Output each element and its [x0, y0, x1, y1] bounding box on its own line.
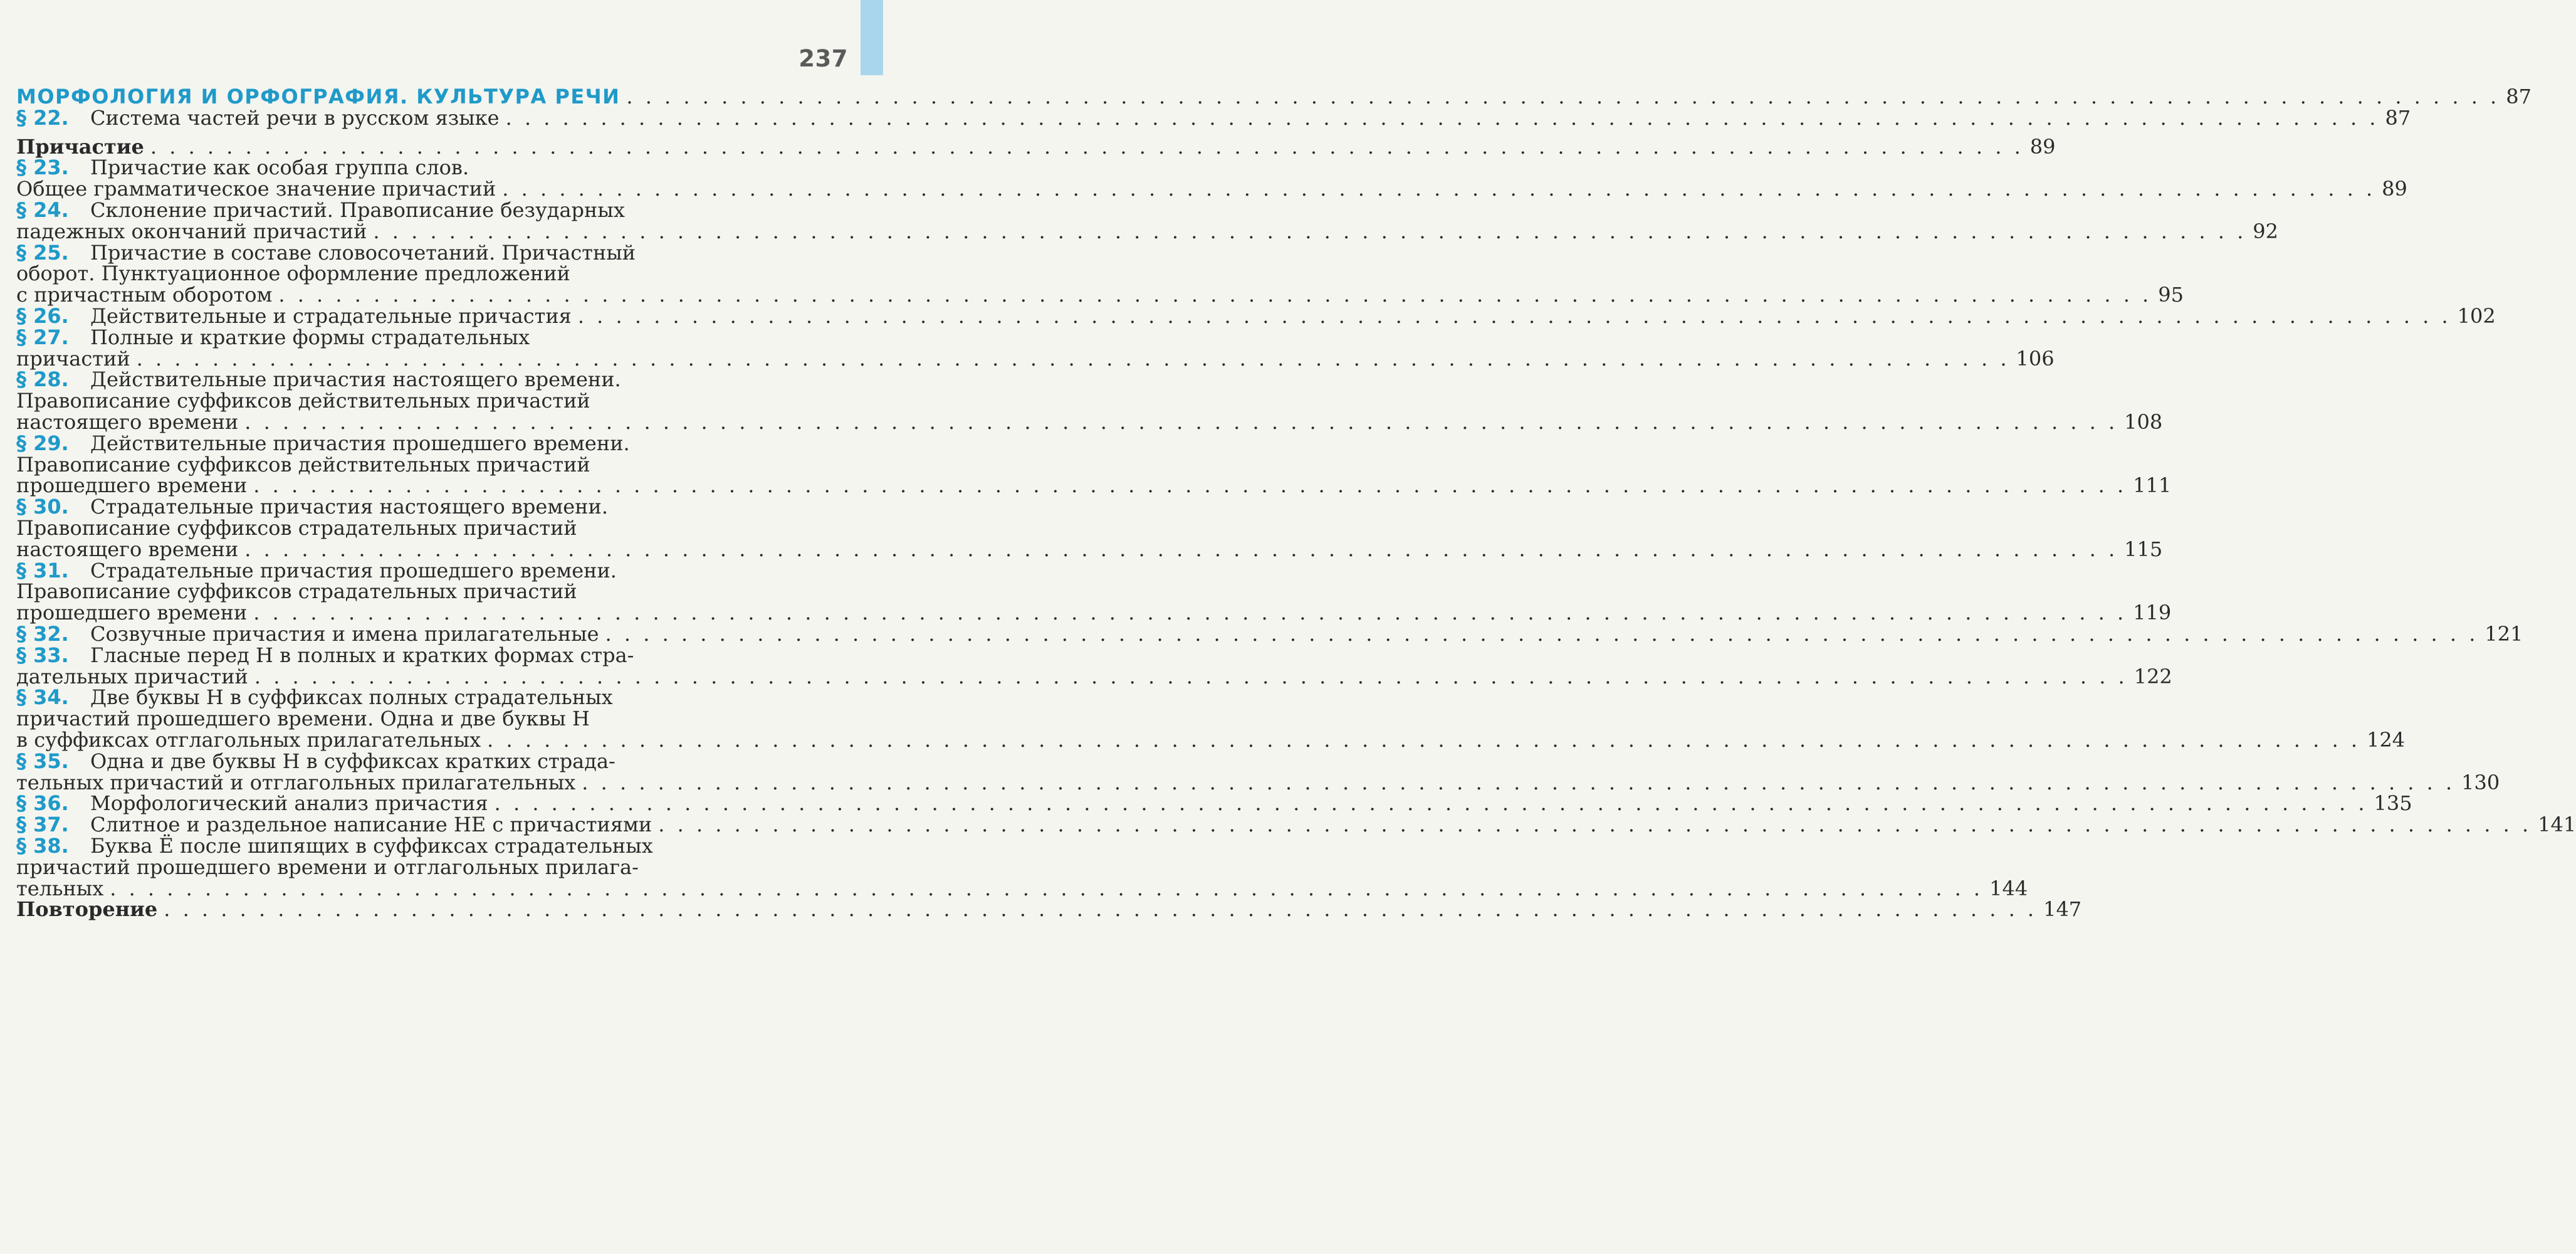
page-ref: 135: [2374, 791, 2412, 816]
toc-line: [16, 104, 2411, 132]
toc-entry-text: причастий прошедшего времени. Одна и две буквы Н: [16, 707, 590, 731]
page-ref: 89: [2029, 134, 2056, 159]
toc-entry-text: Причастие в составе словосочетаний. Причастный: [90, 240, 636, 265]
section-number: § 33.: [16, 643, 69, 667]
page-ref: 115: [2124, 537, 2163, 561]
dot-leader: . . . . . . . . . . . . . . . . . . . . . . . . . . . . . . . . . . . . . . . . . . . . . . . . . . . . . . . . . . . . . . . . . . . . . . . . . . . . . . . . . . . . . . . . . . . . . . . . . . .: [253, 601, 2127, 625]
toc-entry-text: Действительные причастия прошедшего времени.: [90, 431, 630, 455]
dot-leader: . . . . . . . . . . . . . . . . . . . . . . . . . . . . . . . . . . . . . . . . . . . . . . . . . . . . . . . . . . . . . . . . . . . . . . . . . . . . . . . . . . . . . . . . . . . . . . . . . . .: [582, 770, 2456, 794]
page-ref: 87: [2506, 85, 2531, 108]
toc-entry-text: Гласные перед Н в полных и кратких формах стра-: [90, 643, 634, 667]
page-ref: 106: [2016, 346, 2055, 371]
page-ref: 111: [2133, 473, 2172, 498]
page-number: 237: [798, 45, 848, 72]
toc-entry-text: Общее грамматическое значение причастий: [16, 177, 496, 201]
page-ref: 130: [2461, 770, 2500, 794]
toc-entry-text: Действительные причастия настоящего времени.: [90, 367, 621, 392]
section-number: § 34.: [16, 685, 69, 710]
toc-entry-text: прошедшего времени: [16, 601, 248, 625]
dot-leader: . . . . . . . . . . . . . . . . . . . . . . . . . . . . . . . . . . . . . . . . . . . . . . . . . . . . . . . . . . . . . . . . . . . . . . . . . . . . . . . . . . . . . . . . . . . . . . . . . . .: [373, 219, 2247, 243]
section-number: § 37.: [16, 813, 69, 837]
toc-entry-text: Правописание суффиксов действительных причастий: [16, 452, 590, 477]
page-ref: 122: [2134, 664, 2172, 688]
page-ref: 124: [2367, 728, 2406, 752]
toc-entry-text: оборот. Пунктуационное оформление предложений: [16, 261, 570, 286]
section-number: § 27.: [16, 325, 69, 349]
toc-entry-text: настоящего времени: [16, 410, 239, 434]
toc-entry-text: с причастным оборотом: [16, 283, 273, 307]
section-number: § 30.: [16, 495, 69, 519]
toc-entry-text: Действительные и страдательные причастия: [90, 304, 572, 328]
section-number: § 25.: [16, 240, 69, 265]
dot-leader: . . . . . . . . . . . . . . . . . . . . . . . . . . . . . . . . . . . . . . . . . . . . . . . . . . . . . . . . . . . . . . . . . . . . . . . . . . . . . . . . . . . . . . . . . . . . . . . . . . .: [502, 177, 2376, 201]
page-ref: 144: [1989, 876, 2028, 900]
section-number: § 36.: [16, 791, 69, 816]
page-ref: 147: [2043, 897, 2082, 922]
dot-leader: . . . . . . . . . . . . . . . . . . . . . . . . . . . . . . . . . . . . . . . . . . . . . . . . . . . . . . . . . . . . . . . . . . . . . . . . . . . . . . . . . . . . . . . . . . . . . . . . . . .: [110, 876, 1984, 900]
toc-entry-text: Страдательные причастия настоящего времени.: [90, 495, 608, 519]
toc-entry-text: Причастие как особая группа слов.: [90, 155, 469, 180]
toc-line: [16, 895, 2082, 923]
dot-leader: . . . . . . . . . . . . . . . . . . . . . . . . . . . . . . . . . . . . . . . . . . . . . . . . . . . . . . . . . . . . . . . . . . . . . . . . . . . . . . . . . . . . . . . . . . . . . . . . . . .: [253, 473, 2127, 498]
toc-entry-text: Повторение: [16, 897, 158, 922]
section-number: § 24.: [16, 198, 69, 222]
dot-leader: . . . . . . . . . . . . . . . . . . . . . . . . . . . . . . . . . . . . . . . . . . . . . . . . . . . . . . . . . . . . . . . . . . . . . . . . . . . . . . . . . . . . . . . . . . . . . . . . . . .: [577, 304, 2451, 328]
page-ref: 102: [2457, 304, 2496, 328]
toc-entry-text: Слитное и раздельное написание НЕ с причастиями: [90, 813, 652, 837]
section-number: § 35.: [16, 749, 69, 773]
dot-leader: . . . . . . . . . . . . . . . . . . . . . . . . . . . . . . . . . . . . . . . . . . . . . . . . . . . . . . . . . . . . . . . . . . . . . . . . . . . . . . . . . . . . . . . . . . . . . . . . . . .: [658, 813, 2532, 837]
page-ref: 119: [2133, 601, 2172, 625]
page-ref: 121: [2484, 622, 2523, 646]
dot-leader: . . . . . . . . . . . . . . . . . . . . . . . . . . . . . . . . . . . . . . . . . . . . . . . . . . . . . . . . . . . . . . . . . . . . . . . . . . . . . . . . . . . . . . . . . . . . . . . . . . .: [278, 283, 2152, 307]
dot-leader: . . . . . . . . . . . . . . . . . . . . . . . . . . . . . . . . . . . . . . . . . . . . . . . . . . . . . . . . . . . . . . . . . . . . . . . . . . . . . . . . . . . . . . . . . . . . . . . . . . .: [487, 728, 2360, 752]
page-ref: 89: [2382, 177, 2407, 201]
dot-leader: . . . . . . . . . . . . . . . . . . . . . . . . . . . . . . . . . . . . . . . . . . . . . . . . . . . . . . . . . . . . . . . . . . . . . . . . . . . . . . . . . . . . . . . . . . . . . . . . . . .: [505, 105, 2379, 130]
section-number: § 26.: [16, 304, 69, 328]
page-ref: 92: [2253, 219, 2278, 243]
dot-leader: . . . . . . . . . . . . . . . . . . . . . . . . . . . . . . . . . . . . . . . . . . . . . . . . . . . . . . . . . . . . . . . . . . . . . . . . . . . . . . . . . . . . . . . . . . . . . . . . . . .: [254, 664, 2128, 688]
page-ref: 95: [2158, 283, 2184, 307]
toc-entry-text: причастий прошедшего времени и отглагольных прилага-: [16, 855, 639, 879]
dot-leader: . . . . . . . . . . . . . . . . . . . . . . . . . . . . . . . . . . . . . . . . . . . . . . . . . . . . . . . . . . . . . . . . . . . . . . . . . . . . . . . . . . . . . . . . . . . . . . . . . . .: [494, 791, 2368, 816]
toc-entry-text: тельных причастий и отглагольных прилагательных: [16, 770, 576, 794]
toc-entry-text: Морфологический анализ причастия: [90, 791, 488, 816]
section-number: § 38.: [16, 834, 69, 858]
toc-entry-text: прошедшего времени: [16, 473, 248, 498]
dot-leader: . . . . . . . . . . . . . . . . . . . . . . . . . . . . . . . . . . . . . . . . . . . . . . . . . . . . . . . . . . . . . . . . . . . . . . . . . . . . . . . . . . . . . . . . . . . . . . . . . . .: [605, 622, 2479, 646]
toc-entry-text: Система частей речи в русском языке: [90, 105, 500, 130]
toc-entry-text: Причастие: [16, 134, 144, 159]
dot-leader: . . . . . . . . . . . . . . . . . . . . . . . . . . . . . . . . . . . . . . . . . . . . . . . . . . . . . . . . . . . . . . . . . . . . . . . . . . . . . . . . . . . . . . . . . . . . . . . . . . .: [136, 346, 2010, 371]
dot-leader: . . . . . . . . . . . . . . . . . . . . . . . . . . . . . . . . . . . . . . . . . . . . . . . . . . . . . . . . . . . . . . . . . . . . . . . . . . . . . . . . . . . . . . . . . . . . . . . . . . .: [626, 85, 2500, 108]
section-number: § 32.: [16, 622, 69, 646]
section-number: § 31.: [16, 558, 69, 582]
toc-entry-text: Буква Ё после шипящих в суффиксах страдательных: [90, 834, 653, 858]
section-number: § 29.: [16, 431, 69, 455]
toc-entry-text: Созвучные причастия и имена прилагательные: [90, 622, 599, 646]
toc-entry-text: Правописание суффиксов страдательных причастий: [16, 516, 577, 540]
toc-entry-text: МОРФОЛОГИЯ И ОРФОГРАФИЯ. КУЛЬТУРА РЕЧИ: [16, 85, 620, 108]
toc-entry-text: Полные и краткие формы страдательных: [90, 325, 530, 349]
page-ref: 141: [2538, 813, 2576, 837]
page-ref: 87: [2385, 105, 2411, 130]
toc-entry-text: Две буквы Н в суффиксах полных страдательных: [90, 685, 613, 710]
section-number: § 28.: [16, 367, 69, 392]
toc-entry-text: Правописание суффиксов страдательных причастий: [16, 579, 577, 604]
toc-entry-text: Правописание суффиксов действительных причастий: [16, 389, 590, 413]
chapter-tab: [861, 0, 883, 75]
section-number: § 22.: [16, 105, 69, 130]
toc-entry-text: тельных: [16, 876, 104, 900]
dot-leader: . . . . . . . . . . . . . . . . . . . . . . . . . . . . . . . . . . . . . . . . . . . . . . . . . . . . . . . . . . . . . . . . . . . . . . . . . . . . . . . . . . . . . . . . . . . . . . . . . . .: [244, 537, 2118, 561]
toc-entry-text: Одна и две буквы Н в суффиксах кратких страда-: [90, 749, 615, 773]
toc-entry-text: причастий: [16, 346, 130, 371]
toc-entry-text: падежных окончаний причастий: [16, 219, 367, 243]
page-ref: 108: [2124, 410, 2163, 434]
toc-entry-text: Склонение причастий. Правописание безударных: [90, 198, 625, 222]
toc-entry-text: в суффиксах отглагольных прилагательных: [16, 728, 481, 752]
toc-entry-text: дательных причастий: [16, 664, 248, 688]
toc-entry-text: настоящего времени: [16, 537, 239, 561]
toc-entry-text: Страдательные причастия прошедшего времени.: [90, 558, 617, 582]
section-number: § 23.: [16, 155, 69, 180]
dot-leader: . . . . . . . . . . . . . . . . . . . . . . . . . . . . . . . . . . . . . . . . . . . . . . . . . . . . . . . . . . . . . . . . . . . . . . . . . . . . . . . . . . . . . . . . . . . . . . . . . . .: [150, 134, 2024, 159]
dot-leader: . . . . . . . . . . . . . . . . . . . . . . . . . . . . . . . . . . . . . . . . . . . . . . . . . . . . . . . . . . . . . . . . . . . . . . . . . . . . . . . . . . . . . . . . . . . . . . . . . . .: [244, 410, 2118, 434]
dot-leader: . . . . . . . . . . . . . . . . . . . . . . . . . . . . . . . . . . . . . . . . . . . . . . . . . . . . . . . . . . . . . . . . . . . . . . . . . . . . . . . . . . . . . . . . . . . . . . . . . . .: [164, 897, 2038, 922]
